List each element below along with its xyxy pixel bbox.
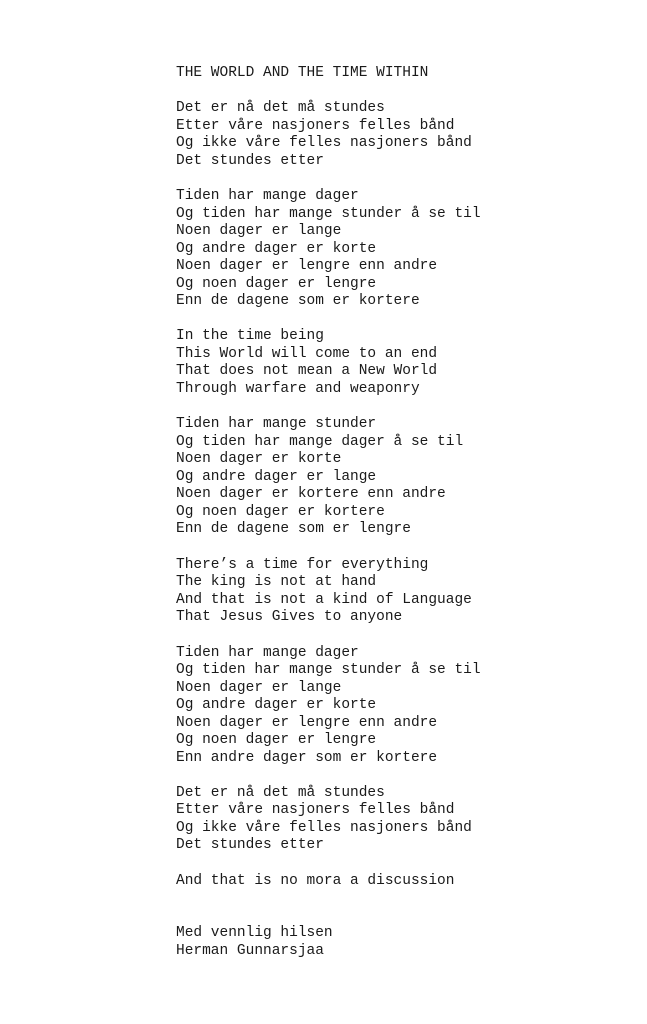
poem-line: Etter våre nasjoners felles bånd xyxy=(176,118,455,134)
poem-line: Noen dager er lange xyxy=(176,223,342,239)
poem-line: And that is not a kind of Language xyxy=(176,592,472,608)
poem-line: Og ikke våre felles nasjoners bånd xyxy=(176,820,472,836)
poem-line: Det er nå det må stundes xyxy=(176,100,385,116)
poem-line: Det stundes etter xyxy=(176,837,324,853)
poem-line: Og ikke våre felles nasjoners bånd xyxy=(176,135,472,151)
poem-line: That does not mean a New World xyxy=(176,363,438,379)
poem-line: Noen dager er kortere enn andre xyxy=(176,486,446,502)
poem-line: Og noen dager er lengre xyxy=(176,276,377,292)
author-name: Herman Gunnarsjaa xyxy=(176,943,324,959)
closing-greeting: Med vennlig hilsen xyxy=(176,925,333,941)
poem-line: Og andre dager er lange xyxy=(176,469,377,485)
poem-line: Det er nå det må stundes xyxy=(176,785,385,801)
poem-line: Tiden har mange stunder xyxy=(176,416,377,432)
poem-line: Enn de dagene som er kortere xyxy=(176,293,420,309)
poem-line: Etter våre nasjoners felles bånd xyxy=(176,802,455,818)
poem-line: Noen dager er lange xyxy=(176,680,342,696)
poem-line: Enn de dagene som er lengre xyxy=(176,521,411,537)
poem-title: THE WORLD AND THE TIME WITHIN xyxy=(176,65,429,81)
poem-line: Tiden har mange dager xyxy=(176,188,359,204)
poem-line: Og tiden har mange stunder å se til xyxy=(176,206,481,222)
poem-line: In the time being xyxy=(176,328,324,344)
poem-line: That Jesus Gives to anyone xyxy=(176,609,403,625)
poem-line: Og tiden har mange dager å se til xyxy=(176,434,464,450)
poem-line: There’s a time for everything xyxy=(176,557,429,573)
poem-line: Enn andre dager som er kortere xyxy=(176,750,438,766)
poem-line: Og noen dager er lengre xyxy=(176,732,377,748)
poem-line: Noen dager er lengre enn andre xyxy=(176,715,438,731)
poem-line: Og andre dager er korte xyxy=(176,697,377,713)
poem-line: And that is no mora a discussion xyxy=(176,873,455,889)
poem-line: Og andre dager er korte xyxy=(176,241,377,257)
poem-line: Og noen dager er kortere xyxy=(176,504,385,520)
poem-line: Noen dager er lengre enn andre xyxy=(176,258,438,274)
poem-line: Through warfare and weaponry xyxy=(176,381,420,397)
poem-line: This World will come to an end xyxy=(176,346,438,362)
poem-line: Det stundes etter xyxy=(176,153,324,169)
poem-line: The king is not at hand xyxy=(176,574,377,590)
poem-line: Noen dager er korte xyxy=(176,451,342,467)
poem-line: Tiden har mange dager xyxy=(176,645,359,661)
poem-line: Og tiden har mange stunder å se til xyxy=(176,662,481,678)
